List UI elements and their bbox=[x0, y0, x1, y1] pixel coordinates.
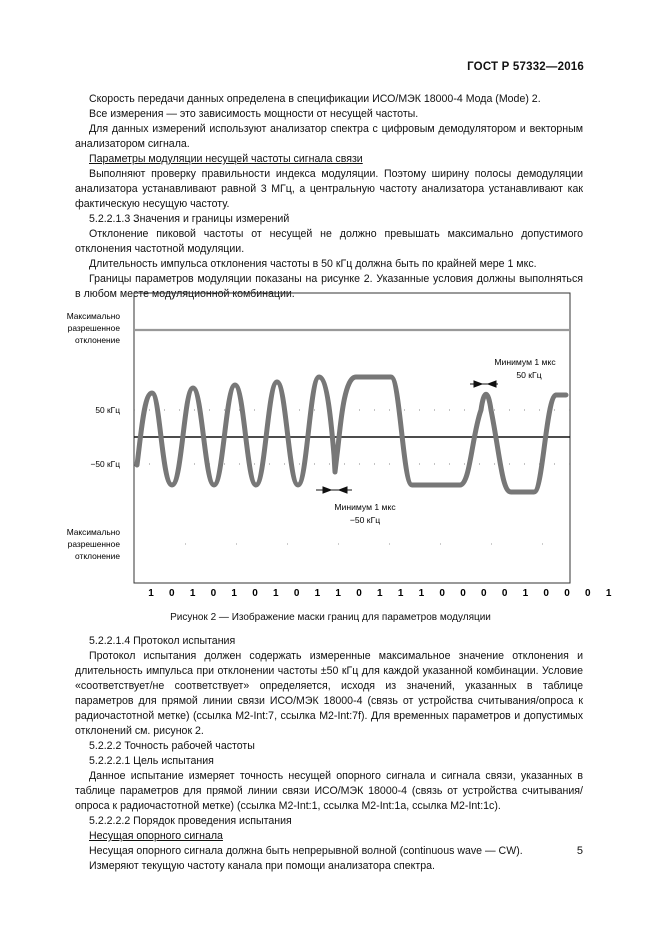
section-subheading: Несущая опорного сигнала bbox=[89, 830, 223, 842]
bit-label: 1 bbox=[148, 588, 154, 599]
bit-label: 0 bbox=[460, 588, 466, 599]
label-max-top-line1: Максимально bbox=[66, 311, 120, 321]
section-heading: 5.2.2.2.2 Порядок проведения испытания bbox=[89, 815, 292, 827]
bit-label: 0 bbox=[585, 588, 591, 599]
paragraph: Длительность импульса отклонения частоты в 50 кГц должна быть по крайней мере 1 мкс. bbox=[89, 258, 537, 270]
arrow-annotation-top bbox=[470, 381, 498, 387]
label-max-top-line2: разрешенное bbox=[67, 323, 120, 333]
paragraph: Для данных измерений используют анализатор спектра с цифровым демодулятором и векторным анализатором сигнала. bbox=[75, 123, 583, 150]
arrow-annotation-bottom bbox=[316, 487, 352, 493]
modulation-waveform bbox=[137, 377, 566, 492]
annotation-top-line1: Минимум 1 мкс bbox=[494, 357, 556, 367]
bit-label: 0 bbox=[252, 588, 258, 599]
bit-label: 1 bbox=[189, 588, 196, 599]
annotation-top-line2: 50 кГц bbox=[516, 370, 542, 380]
paragraph: Измеряют текущую частоту канала при помощи анализатора спектра. bbox=[89, 860, 435, 872]
paragraph: Протокол испытания должен содержать измеренные максимальное значение отклонения и длительность импульса при отклонении частоты ±50 кГц для каждой указанной комбинации. Условие «соответствует/не соответствует» определяется, исходя из значений, указанных в таблице параметров для прямой линии связи ИСО/МЭК 18000-4 (связь от устройства считывания/опроса к радиочастотной метке) (ссылка M2-Int:7, ссылка M2-Int:7f). Для временных параметров и допустимых отклонений см. рисунок 2. bbox=[75, 650, 583, 737]
section-heading: 5.2.2.2 Точность рабочей частоты bbox=[89, 740, 255, 752]
label-max-bottom-line3: отклонение bbox=[75, 551, 120, 561]
annotation-bottom-line1: Минимум 1 мкс bbox=[334, 502, 396, 512]
bit-label: 0 bbox=[543, 588, 549, 599]
bit-sequence bbox=[148, 588, 612, 599]
paragraph: Отклонение пиковой частоты от несущей не должно превышать максимально допустимого отклонения частотной модуляции. bbox=[75, 228, 583, 255]
bit-label: 0 bbox=[169, 588, 175, 599]
label-max-bottom-line2: разрешенное bbox=[67, 539, 120, 549]
paragraph: Все измерения — это зависимость мощности от несущей частоты. bbox=[89, 108, 419, 120]
paragraph: Данное испытание измеряет точность несущей опорного сигнала и сигнала связи, указанных в таблице параметров для прямой линии связи ИСО/МЭК 18000-4 (связь от устройства считывания/опроса к радиочастотной метке) (ссылка M2-Int:1, ссылка M2-Int:1a, ссылка M2-Int:1c). bbox=[75, 770, 583, 812]
section-heading: 5.2.2.1.4 Протокол испытания bbox=[89, 635, 236, 647]
figure-caption: Рисунок 2 — Изображение маски границ для параметров модуляции bbox=[170, 612, 491, 623]
paragraph: Несущая опорного сигнала должна быть непрерывной волной (continuous wave — CW). bbox=[89, 845, 523, 857]
bit-label: 1 bbox=[522, 588, 529, 599]
paragraph: Скорость передачи данных определена в спецификации ИСО/МЭК 18000-4 Мода (Mode) 2. bbox=[89, 93, 541, 105]
section-heading: 5.2.2.2.1 Цель испытания bbox=[89, 755, 214, 767]
bit-label: 0 bbox=[564, 588, 570, 599]
bit-label: 1 bbox=[335, 588, 341, 599]
paragraph: Выполняют проверку правильности индекса модуляции. Поэтому ширину полосы демодуляции анализатора устанавливают равной 3 МГц, а центральную частоту анализатора устанавливают как фактическую несущую частоту. bbox=[75, 168, 583, 210]
bit-label: 0 bbox=[293, 588, 300, 599]
page-number: 5 bbox=[576, 845, 583, 857]
paragraph: Границы параметров модуляции показаны на рисунке 2. Указанные условия должны выполняться в любом месте модуляционной комбинации. bbox=[75, 273, 583, 300]
section-heading: 5.2.2.1.3 Значения и границы измерений bbox=[89, 213, 290, 225]
label-plus-50khz: 50 кГц bbox=[95, 405, 120, 415]
label-max-bottom-line1: Максимально bbox=[66, 527, 120, 537]
bit-label: 0 bbox=[481, 588, 487, 599]
label-minus-50khz: −50 кГц bbox=[90, 459, 120, 469]
bit-label: 1 bbox=[605, 588, 612, 599]
plot-frame bbox=[134, 293, 570, 583]
bit-label: 0 bbox=[501, 588, 508, 599]
bit-label: 0 bbox=[210, 588, 217, 599]
modulation-mask-diagram bbox=[0, 285, 661, 605]
bit-label: 1 bbox=[418, 588, 425, 599]
body-text-top bbox=[75, 92, 583, 302]
section-subheading: Параметры модуляции несущей частоты сигнала связи bbox=[89, 153, 363, 165]
label-max-top-line3: отклонение bbox=[75, 335, 120, 345]
figure-2 bbox=[0, 285, 661, 605]
bit-label: 1 bbox=[397, 588, 404, 599]
bit-label: 1 bbox=[273, 588, 279, 599]
bit-label: 0 bbox=[356, 588, 362, 599]
bit-label: 1 bbox=[377, 588, 383, 599]
annotation-bottom-line2: −50 кГц bbox=[349, 515, 381, 525]
bit-label: 1 bbox=[314, 588, 321, 599]
bit-label: 1 bbox=[231, 588, 237, 599]
bit-label: 0 bbox=[439, 588, 445, 599]
body-text-bottom bbox=[75, 634, 583, 874]
document-id: ГОСТ Р 57332—2016 bbox=[467, 61, 584, 73]
